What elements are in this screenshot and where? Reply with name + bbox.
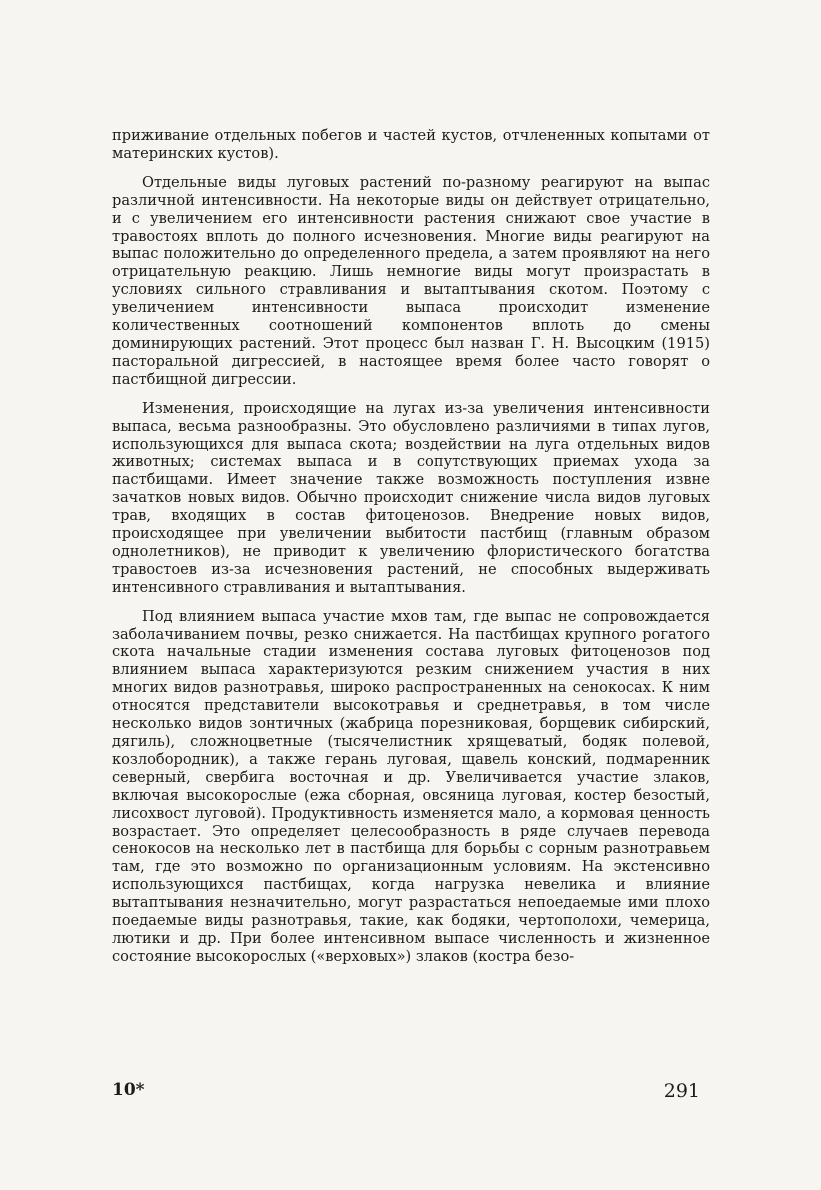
- signature-mark: 10*: [112, 1080, 145, 1100]
- paragraph-continuation: приживание отдельных побегов и частей кустов, отчлененных копытами от материнских кустов).: [112, 127, 710, 162]
- page-number: 291: [663, 1080, 700, 1102]
- paragraph-moss-influence: Под влиянием выпаса участие мхов там, где выпас не сопровождается заболачиванием почвы, резко снижается. На пастбищах крупного рогатого скота начальные стадии изменения состава луговых фитоценозов под влиянием выпаса характеризуются резким снижением участия в них многих видов разнотравья, широко распространенных на сенокосах. К ним относятся представители высокотравья и среднетравья, в том числе несколько видов зонтичных (жабрица порезниковая, борщевик сибирский, дягиль), сложноцветные (тысячелистник хрящеватый, бодяк полевой, козлобородник), а также герань луговая, щавель конский, подмаренник северный, свербига восточная и др. Увеличивается участие злаков, включая высокорослые (ежа сборная, овсяница луговая, костер безостый, лисохвост луговой). Продуктивность изменяется мало, а кормовая ценность возрастает. Это определяет целесообразность в ряде случаев перевода сенокосов на несколько лет в пастбища для борьбы с сорным разнотравьем там, где это возможно по организационным условиям. На экстенсивно использующихся пастбищах, когда нагрузка невелика и влияние вытаптывания незначительно, могут разрастаться непоедаемые ими плохо поедаемые виды разнотравья, такие, как бодяки, чертополохи, чемерица, лютики и др. При более интенсивном выпасе численность и жизненное состояние высокорослых («верховых») злаков (костра безо-: [112, 607, 710, 965]
- page-body: [112, 127, 710, 977]
- paragraph-grazing-intensity: Отдельные виды луговых растений по-разному реагируют на выпас различной интенсивности. На некоторые виды он действует отрицательно, и с увеличением его интенсивности растения снижают свое участие в травостоях вплоть до полного исчезновения. Многие виды реагируют на выпас положительно до определенного предела, а затем проявляют на него отрицательную реакцию. Лишь немногие виды могут произрастать в условиях сильного стравливания и вытаптывания скотом. Поэтому с увеличением интенсивности выпаса происходит изменение количественных соотношений компонентов вплоть до смены доминирующих растений. Этот процесс был назван Г. Н. Высоцким (1915) пасторальной дигрессией, в настоящее время более часто говорят о пастбищной дигрессии.: [112, 173, 710, 388]
- paragraph-meadow-changes: Изменения, происходящие на лугах из-за увеличения интенсивности выпаса, весьма разнообразны. Это обусловлено различиями в типах лугов, использующихся для выпаса скота; воздействии на луга отдельных видов животных; системах выпаса и в сопутствующих приемах ухода за пастбищами. Имеет значение также возможность поступления извне зачатков новых видов. Обычно происходит снижение числа видов луговых трав, входящих в состав фитоценозов. Внедрение новых видов, происходящее при увеличении выбитости пастбищ (главным образом однолетников), не приводит к увеличению флористического богатства травостоев из-за исчезновения растений, не способных выдерживать интенсивного стравливания и вытаптывания.: [112, 399, 710, 596]
